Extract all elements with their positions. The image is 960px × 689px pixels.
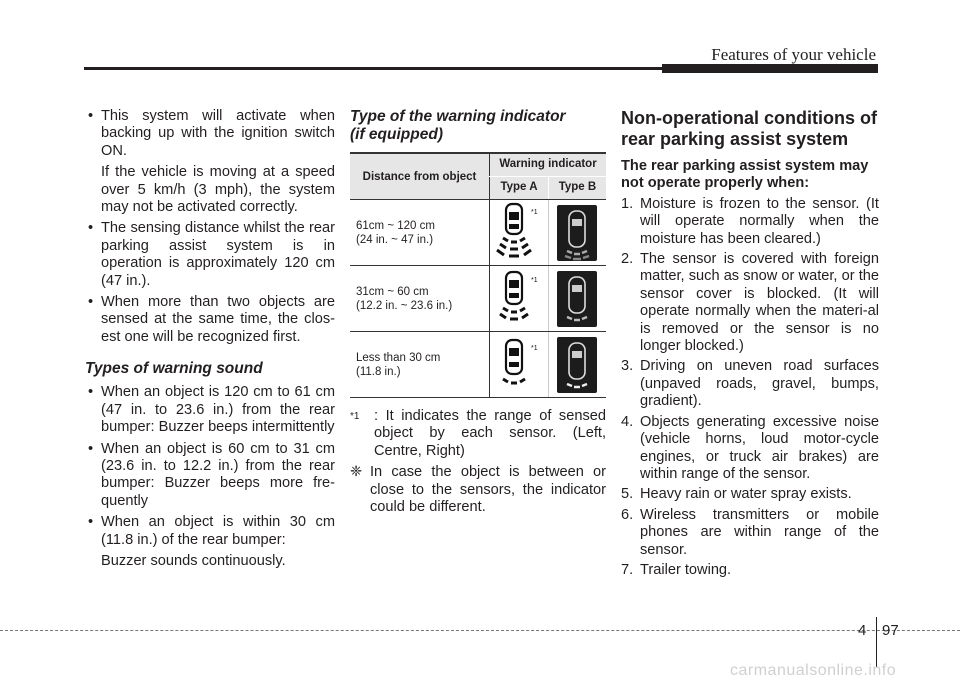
item-number: 1. (621, 195, 634, 212)
list-item-subtext: Buzzer sounds continuously. (101, 552, 286, 569)
column-middle (350, 108, 606, 516)
distance-imperial: (24 in. ~ 47 in.) (356, 233, 434, 246)
item-text: Driving on uneven road surfaces (unpaved roads, gravel, bumps, gradient). (640, 358, 879, 410)
table-header-type-b: Type B (548, 177, 606, 200)
footnote-label: *1 (350, 411, 360, 422)
type-a-cell (490, 332, 549, 398)
list-item-subtext: If the vehicle is moving at a speed over 5 km/h (3 mph), the system may not be activated correctly. (101, 164, 335, 216)
car-top-view-sensors-icon (491, 332, 547, 390)
page-number: 97 (882, 622, 899, 639)
list-item (85, 294, 335, 346)
distance-cell (350, 200, 490, 266)
section-title: Features of your vehicle (711, 45, 876, 64)
distance-cell (350, 266, 490, 332)
non-operational-subheading: The rear parking assist system may not operate properly when: (621, 158, 869, 192)
note (350, 464, 606, 516)
non-operational-heading (621, 108, 879, 150)
table-row (350, 332, 606, 398)
note-text: In case the object is between or close to the sensors, the indicator could be different. (370, 464, 606, 516)
list-item (621, 358, 879, 410)
indicator-heading-line2: (if equipped) (350, 126, 443, 143)
list-item (85, 384, 335, 436)
footnote-mark: *1 (530, 209, 538, 217)
type-b-cell (548, 200, 606, 266)
warning-indicator-table (350, 152, 606, 398)
type-a-cell (490, 266, 549, 332)
indicator-heading-line1: Type of the warning indicator (350, 108, 566, 125)
distance-metric: 61cm ~ 120 cm (356, 219, 435, 232)
table-row (350, 266, 606, 332)
type-b-cell (548, 266, 606, 332)
header-tab-bar (662, 64, 878, 73)
distance-imperial: (11.8 in.) (356, 365, 401, 378)
heading-line1: Non-operational conditions of (621, 108, 877, 128)
item-text: Trailer towing. (640, 561, 732, 578)
car-top-view-sensors-icon (491, 266, 547, 324)
list-item-text: When more than two objects are sensed at the same time, the clos-est one will be recognized first. (101, 294, 335, 345)
item-number: 3. (621, 358, 634, 375)
list-item (85, 441, 335, 511)
list-item (621, 507, 879, 559)
distance-cell (350, 332, 490, 398)
list-item-text: The sensing distance whilst the rear parking assist system is in operation is approximately 120 cm (47 in.). (101, 220, 335, 289)
footnote-mark: *1 (530, 277, 538, 285)
item-text: The sensor is covered with foreign matter, such as snow or water, or the sensor cover is blocked. (It will operate normally when the materi-al is removed or the sensor is no longer blocked.) (640, 251, 879, 355)
item-text: Wireless transmitters or mobile phones are within range of the sensor. (640, 506, 879, 558)
distance-metric: 31cm ~ 60 cm (356, 285, 429, 298)
list-item (621, 414, 879, 484)
item-number: 6. (621, 506, 634, 523)
distance-imperial: (12.2 in. ~ 23.6 in.) (356, 299, 453, 312)
car-top-view-sensors-icon (491, 200, 547, 258)
distance-metric: Less than 30 cm (356, 351, 441, 364)
footnote (350, 408, 606, 460)
indicator-heading (350, 108, 606, 144)
car-silhouette-icon (557, 205, 597, 261)
column-left (85, 108, 335, 574)
chapter-number: 4 (858, 622, 867, 639)
list-item (621, 486, 879, 503)
conditions-list (621, 196, 879, 580)
item-number: 5. (621, 486, 634, 503)
watermark: carmanualsonline.info (730, 662, 897, 679)
warning-sound-list (85, 384, 335, 570)
list-item (621, 562, 879, 579)
car-silhouette-icon (557, 337, 597, 393)
car-silhouette-icon (557, 271, 597, 327)
list-item (621, 251, 879, 355)
footnote-mark: *1 (530, 345, 538, 353)
list-item-text: When an object is 60 cm to 31 cm (23.6 in. to 12.2 in.) from the rear bumper: Buzzer beeps more fre-quently (101, 440, 335, 509)
footer-rule (0, 630, 960, 631)
table-header-distance: Distance from object (350, 153, 490, 200)
column-right (621, 108, 879, 582)
table-header-indicator: Warning indicator (490, 153, 606, 177)
table-header-type-a: Type A (490, 177, 549, 200)
activation-list (85, 108, 335, 346)
footnote-text: : It indicates the range of sensed object by each sensor. (Left, Centre, Right) (374, 408, 606, 459)
table-row (350, 200, 606, 266)
item-number: 2. (621, 251, 634, 268)
list-item (85, 220, 335, 290)
type-a-cell (490, 200, 549, 266)
item-number: 7. (621, 561, 634, 578)
note-mark-icon: ❈ (350, 464, 363, 481)
heading-line2: rear parking assist system (621, 129, 849, 149)
item-text: Moisture is frozen to the sensor. (It will operate normally when the moisture has been cleared.) (640, 195, 879, 247)
item-text: Heavy rain or water spray exists. (640, 486, 852, 503)
list-item (85, 514, 335, 570)
list-item-text: When an object is 120 cm to 61 cm (47 in. to 23.6 in.) from the rear bumper: Buzzer beeps intermittently (101, 384, 335, 436)
list-item (85, 108, 335, 216)
warning-sound-heading: Types of warning sound (85, 360, 263, 378)
type-b-cell (548, 332, 606, 398)
page-number-divider (876, 617, 877, 667)
list-item-text: This system will activate when backing up with the ignition switch ON. (101, 108, 335, 159)
list-item (621, 196, 879, 248)
item-number: 4. (621, 413, 634, 430)
list-item-text: When an object is within 30 cm (11.8 in.) of the rear bumper: (101, 514, 335, 548)
item-text: Objects generating excessive noise (vehicle horns, loud motor-cycle engines, or truck air brakes) are within range of the sensor. (640, 413, 879, 482)
